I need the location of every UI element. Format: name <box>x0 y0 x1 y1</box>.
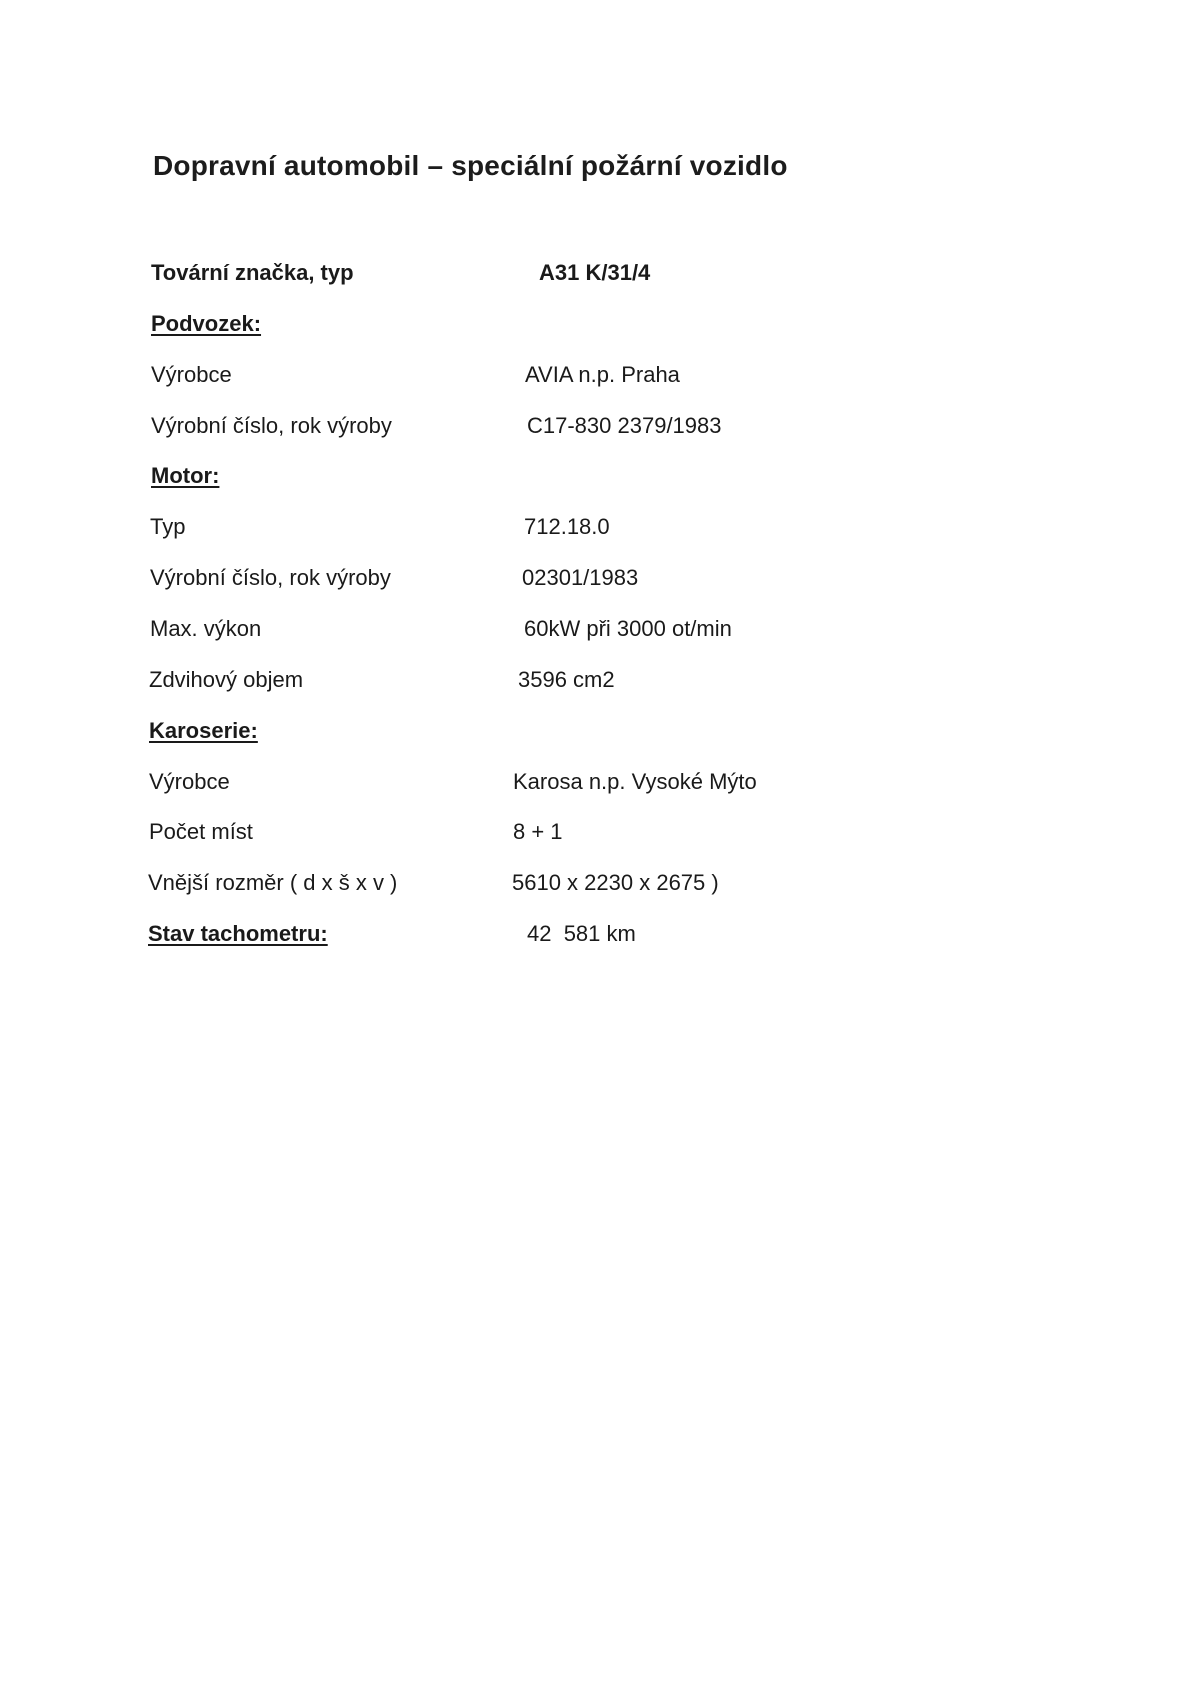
engine-serial-value: 02301/1983 <box>522 565 639 590</box>
engine-heading: Motor: <box>151 463 220 488</box>
engine-displacement-row <box>0 669 1200 709</box>
chassis-serial-label: Výrobní číslo, rok výroby <box>151 413 392 438</box>
engine-power-row <box>0 618 1200 658</box>
engine-serial-label: Výrobní číslo, rok výroby <box>150 565 391 590</box>
chassis-serial-row <box>0 415 1200 455</box>
chassis-manufacturer-row <box>0 364 1200 404</box>
engine-type-row <box>0 516 1200 556</box>
engine-type-value: 712.18.0 <box>524 514 610 539</box>
chassis-serial-value: C17-830 2379/1983 <box>527 413 722 438</box>
engine-type-label: Typ <box>150 514 186 539</box>
engine-displacement-label: Zdvihový objem <box>149 667 304 692</box>
brand-label: Tovární značka, typ <box>151 260 354 285</box>
body-manufacturer-value: Karosa n.p. Vysoké Mýto <box>513 769 757 794</box>
chassis-heading: Podvozek: <box>151 311 262 336</box>
body-dimensions-label: Vnější rozměr ( d x š x v ) <box>148 870 398 895</box>
body-manufacturer-row <box>0 771 1200 811</box>
body-dimensions-value: 5610 x 2230 x 2675 ) <box>512 870 719 895</box>
body-dimensions-row <box>0 872 1200 912</box>
engine-serial-row <box>0 567 1200 607</box>
body-heading: Karoserie: <box>149 718 258 743</box>
body-manufacturer-label: Výrobce <box>149 769 230 794</box>
page-title: Dopravní automobil – speciální požární vozidlo <box>153 150 788 181</box>
odometer-heading: Stav tachometru: <box>148 921 328 946</box>
body-seats-row <box>0 821 1200 861</box>
chassis-heading-row <box>0 313 1200 353</box>
odometer-value: 42 581 km <box>527 921 636 946</box>
body-heading-row <box>0 720 1200 760</box>
body-seats-value: 8 + 1 <box>513 819 563 844</box>
chassis-manufacturer-value: AVIA n.p. Praha <box>525 362 680 387</box>
engine-displacement-value: 3596 cm2 <box>518 667 615 692</box>
engine-power-label: Max. výkon <box>150 616 262 641</box>
engine-heading-row <box>0 465 1200 505</box>
brand-row <box>0 262 1200 302</box>
odometer-row <box>0 923 1200 963</box>
chassis-manufacturer-label: Výrobce <box>151 362 232 387</box>
brand-value: A31 K/31/4 <box>539 260 651 285</box>
engine-power-value: 60kW při 3000 ot/min <box>524 616 732 641</box>
body-seats-label: Počet míst <box>149 819 253 844</box>
